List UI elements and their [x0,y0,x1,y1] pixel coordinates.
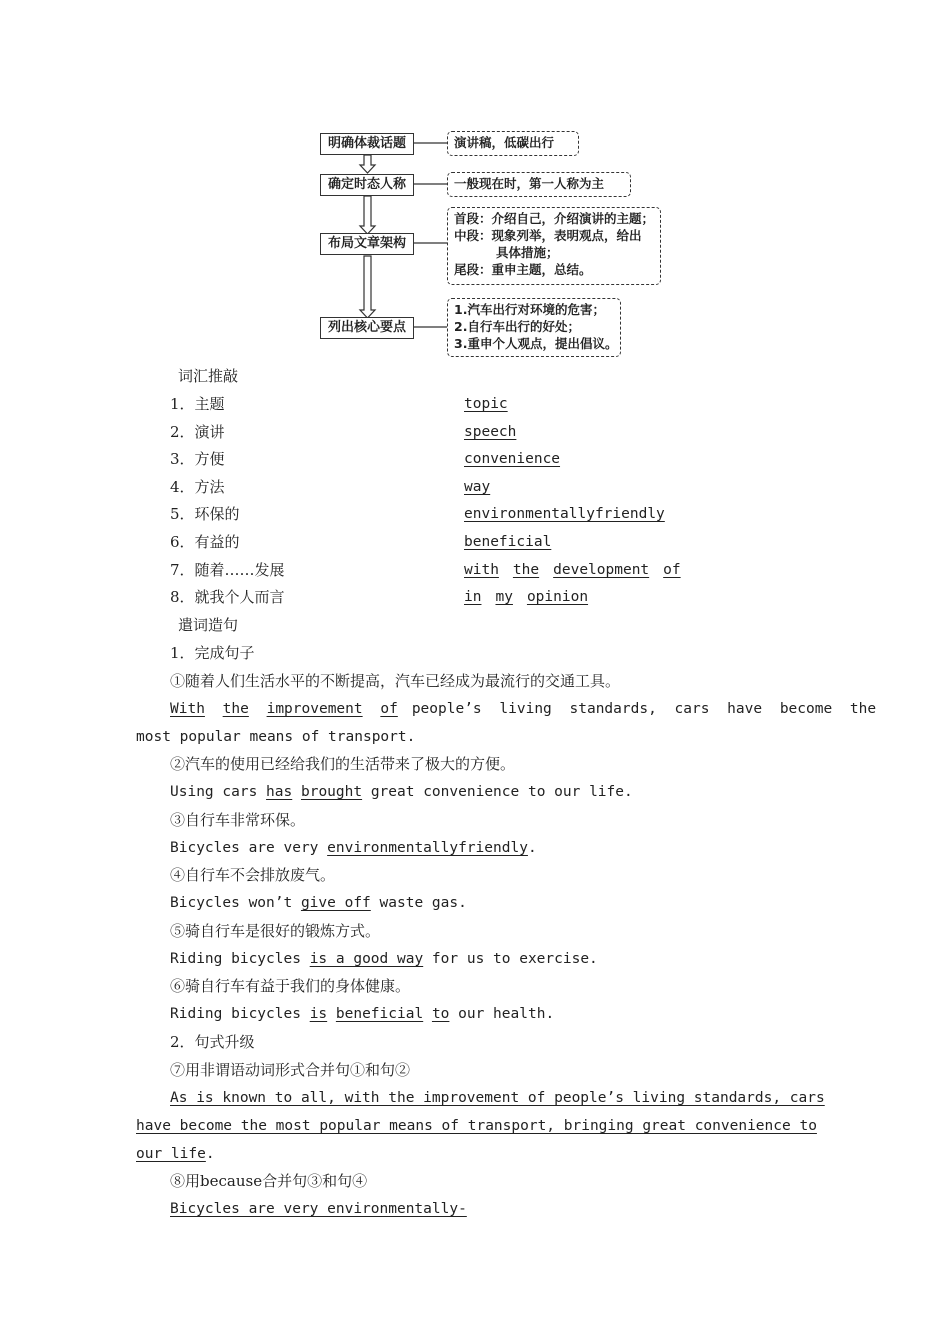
s1-en-cont: most popular means of transport. [136,729,416,745]
arrow-down-1 [360,155,375,173]
flow-step-3: 布局文章架构 [320,233,414,255]
flow-step-4: 列出核心要点 [320,317,414,339]
flow-step-2: 确定时态人称 [320,174,414,196]
s7-en-line3: our life. [136,1146,215,1162]
s7-en-line1: As is known to all, with the improvement of people’s living standards, cars [170,1090,825,1106]
s4-en: Bicycles won’t give off waste gas. [170,895,467,911]
vocab-en-4: way [464,479,491,495]
s8-zh: ⑧用because合并句③和句④ [170,1172,368,1190]
vocab-en-2: speech [464,424,517,440]
part1-heading: 1．完成句子 [170,644,255,662]
s3-en: Bicycles are very environmentallyfriendly. [170,840,537,856]
vocab-zh-5: 5．环保的 [170,505,240,523]
s8-en-line1: Bicycles are very environmentally- [170,1201,467,1217]
vocab-en-6: beneficial [464,534,552,550]
vocab-zh-6: 6．有益的 [170,533,240,551]
flow-note-2: 一般现在时，第一人称为主 [447,172,631,197]
arrow-down-3 [360,256,375,318]
flow-note-4: 1.汽车出行对环境的危害； 2.自行车出行的好处； 3.重申个人观点，提出倡议。 [447,298,621,357]
s1-en: With the improvement of people’s living standards, cars have become the [170,701,877,717]
part2-heading: 2．句式升级 [170,1033,255,1051]
vocab-zh-2: 2．演讲 [170,423,225,441]
vocab-zh-1: 1．主题 [170,395,225,413]
vocab-en-7: with the development of [464,562,681,578]
vocab-zh-4: 4．方法 [170,478,225,496]
s7-zh: ⑦用非谓语动词形式合并句①和句② [170,1061,411,1079]
s6-en: Riding bicycles is beneficial to our health. [170,1006,555,1022]
s6-zh: ⑥骑自行车有益于我们的身体健康。 [170,977,411,995]
vocab-zh-7: 7．随着……发展 [170,561,285,579]
arrow-down-2 [360,196,375,234]
vocab-en-5: environmentallyfriendly [464,506,665,522]
s2-zh: ②汽车的使用已经给我们的生活带来了极大的方便。 [170,755,516,773]
s4-zh: ④自行车不会排放废气。 [170,866,336,884]
s1-zh: ①随着人们生活水平的不断提高，汽车已经成为最流行的交通工具。 [170,672,621,690]
vocab-en-1: topic [464,396,508,412]
vocab-zh-8: 8．就我个人而言 [170,588,285,606]
s5-en: Riding bicycles is a good way for us to exercise. [170,951,598,967]
s3-zh: ③自行车非常环保。 [170,811,306,829]
s2-en: Using cars has brought great convenience to our life. [170,784,633,800]
s5-zh: ⑤骑自行车是很好的锻炼方式。 [170,922,381,940]
vocab-zh-3: 3．方便 [170,450,225,468]
vocab-en-3: convenience [464,451,561,467]
s7-en-line2: have become the most popular means of transport, bringing great convenience to [136,1118,817,1134]
writing-flowchart [0,0,950,365]
sentences-heading: 遣词造句 [178,616,239,634]
flow-step-1: 明确体裁话题 [320,133,414,155]
flow-note-1: 演讲稿，低碳出行 [447,131,579,156]
vocab-heading: 词汇推敲 [178,367,239,385]
flow-note-3: 首段：介绍自己，介绍演讲的主题； 中段：现象列举，表明观点，给出 具体措施； 尾段：重申主题，总结。 [447,207,661,285]
vocab-en-8: in my opinion [464,589,589,605]
